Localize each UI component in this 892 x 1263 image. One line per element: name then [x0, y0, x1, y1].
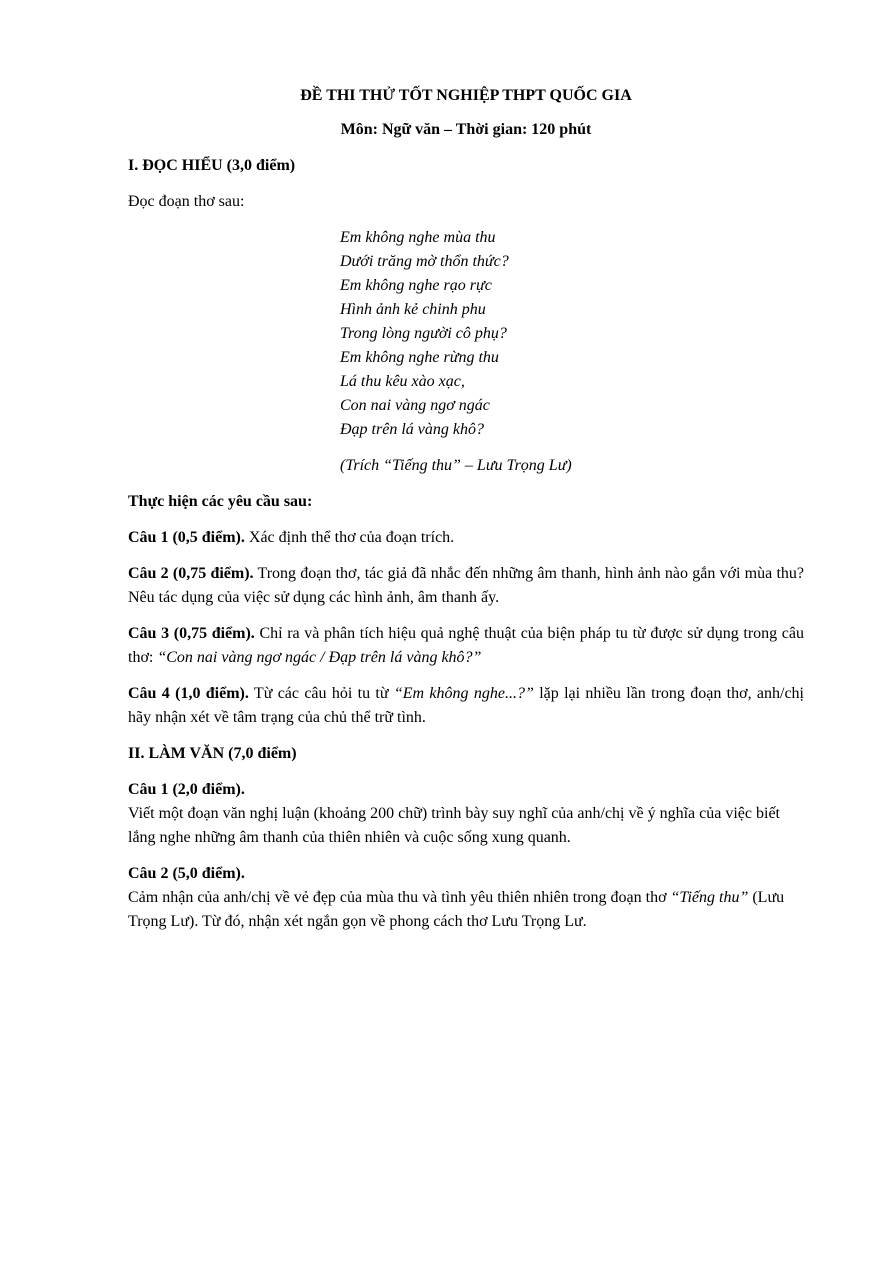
poem-line: Dưới trăng mờ thổn thức? — [340, 253, 509, 270]
question-1-label: Câu 1 (0,5 điểm). — [128, 529, 245, 546]
exam-title: ĐỀ THI THỬ TỐT NGHIỆP THPT QUỐC GIA — [300, 87, 632, 104]
writing-question-1 — [128, 778, 804, 850]
question-3-text: Chỉ ra và phân tích hiệu quả nghệ thuật của biện pháp tu từ được sử dụng trong câu thơ: — [128, 625, 804, 666]
question-4-text-a: Từ các câu hỏi tu từ — [248, 685, 394, 702]
question-4-label: Câu 4 (1,0 điểm). — [128, 685, 249, 702]
section-heading-reading: I. ĐỌC HIỂU (3,0 điểm) — [128, 157, 296, 174]
writing-question-2 — [128, 862, 804, 934]
question-2 — [128, 562, 804, 610]
question-3 — [128, 622, 804, 670]
task-heading: Thực hiện các yêu cầu sau: — [128, 493, 313, 510]
writing-question-2-label: Câu 2 (5,0 điểm). — [128, 865, 245, 882]
poem-line: Em không nghe mùa thu — [340, 229, 496, 246]
writing-question-1-label: Câu 1 (2,0 điểm). — [128, 781, 245, 798]
question-4-text-b: lặp lại nhiều lần trong đoạn thơ, anh/chị hãy nhận xét về tâm trạng của chủ thể trữ tình. — [128, 685, 805, 726]
exam-content — [128, 84, 804, 934]
question-3-quote: “Con nai vàng ngơ ngác / Đạp trên lá vàng khô?” — [157, 649, 482, 666]
poem-line: Con nai vàng ngơ ngác — [340, 397, 490, 414]
poem-line: Hình ảnh kẻ chinh phu — [340, 301, 486, 318]
poem-line: Em không nghe rừng thu — [340, 349, 499, 366]
poem-line: Em không nghe rạo rực — [340, 277, 492, 294]
question-3-label: Câu 3 (0,75 điểm). — [128, 625, 255, 642]
writing-question-2-text-a: Cảm nhận của anh/chị về vẻ đẹp của mùa thu và tình yêu thiên nhiên trong đoạn thơ — [128, 889, 671, 906]
section-heading-writing: II. LÀM VĂN (7,0 điểm) — [128, 745, 297, 762]
poem-line: Đạp trên lá vàng khô? — [340, 421, 484, 438]
writing-question-2-text-b: (Lưu Trọng Lư). Từ đó, nhận xét ngắn gọn về phong cách thơ Lưu Trọng Lư. — [128, 889, 785, 930]
poem-line: Lá thu kêu xào xạc, — [340, 373, 465, 390]
writing-question-1-text: Viết một đoạn văn nghị luận (khoảng 200 chữ) trình bày suy nghĩ của anh/chị về ý nghĩa của việc biết lắng nghe những âm thanh của thiên nhiên và cuộc sống xung quanh. — [128, 805, 780, 846]
question-1 — [128, 526, 804, 550]
poem-line: Trong lòng người cô phụ? — [340, 325, 507, 342]
poem-excerpt — [340, 226, 804, 442]
question-2-label: Câu 2 (0,75 điểm). — [128, 565, 254, 582]
question-4 — [128, 682, 804, 730]
reading-intro: Đọc đoạn thơ sau: — [128, 193, 245, 210]
question-1-text: Xác định thể thơ của đoạn trích. — [244, 529, 455, 546]
exam-subtitle: Môn: Ngữ văn – Thời gian: 120 phút — [340, 121, 592, 138]
question-4-quote: “Em không nghe...?” — [393, 685, 534, 702]
poem-source: (Trích “Tiếng thu” – Lưu Trọng Lư) — [340, 457, 572, 474]
writing-question-2-quote: “Tiếng thu” — [670, 889, 749, 906]
question-2-text: Trong đoạn thơ, tác giả đã nhắc đến những âm thanh, hình ảnh nào gắn với mùa thu? Nêu tác dụng của việc sử dụng các hình ảnh, âm thanh ấy. — [128, 565, 804, 606]
